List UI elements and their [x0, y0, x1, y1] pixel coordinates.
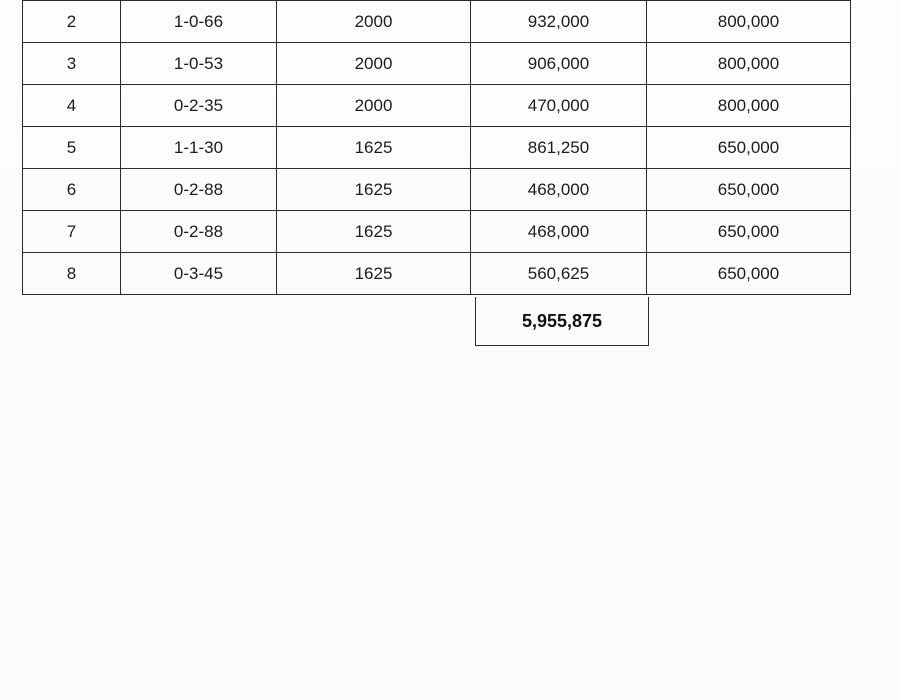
table-row	[23, 211, 851, 253]
value-cell: 468,000	[471, 211, 647, 253]
table-row	[23, 127, 851, 169]
rate-cell: 1625	[277, 127, 471, 169]
rate-cell: 1625	[277, 253, 471, 295]
row-number-cell: 4	[23, 85, 121, 127]
row-number-cell: 2	[23, 1, 121, 43]
price-cell: 650,000	[647, 211, 851, 253]
total-value-box: 5,955,875	[475, 297, 649, 346]
rate-cell: 2000	[277, 1, 471, 43]
land-area-cell: 0-3-45	[121, 253, 277, 295]
price-cell: 800,000	[647, 43, 851, 85]
table-row	[23, 43, 851, 85]
table-row	[23, 85, 851, 127]
rate-cell: 1625	[277, 211, 471, 253]
value-cell: 932,000	[471, 1, 647, 43]
rate-cell: 2000	[277, 43, 471, 85]
price-cell: 800,000	[647, 1, 851, 43]
table-row	[23, 253, 851, 295]
land-valuation-table	[22, 0, 851, 295]
land-area-cell: 0-2-88	[121, 211, 277, 253]
row-number-cell: 3	[23, 43, 121, 85]
land-area-cell: 0-2-88	[121, 169, 277, 211]
value-cell: 861,250	[471, 127, 647, 169]
value-cell: 468,000	[471, 169, 647, 211]
land-area-cell: 1-0-53	[121, 43, 277, 85]
rate-cell: 2000	[277, 85, 471, 127]
row-number-cell: 8	[23, 253, 121, 295]
price-cell: 650,000	[647, 253, 851, 295]
value-cell: 560,625	[471, 253, 647, 295]
price-cell: 800,000	[647, 85, 851, 127]
rate-cell: 1625	[277, 169, 471, 211]
value-cell: 470,000	[471, 85, 647, 127]
row-number-cell: 5	[23, 127, 121, 169]
value-cell: 906,000	[471, 43, 647, 85]
table-row	[23, 169, 851, 211]
price-cell: 650,000	[647, 127, 851, 169]
land-area-cell: 1-1-30	[121, 127, 277, 169]
price-cell: 650,000	[647, 169, 851, 211]
row-number-cell: 6	[23, 169, 121, 211]
table-row	[23, 1, 851, 43]
land-area-cell: 0-2-35	[121, 85, 277, 127]
land-area-cell: 1-0-66	[121, 1, 277, 43]
row-number-cell: 7	[23, 211, 121, 253]
